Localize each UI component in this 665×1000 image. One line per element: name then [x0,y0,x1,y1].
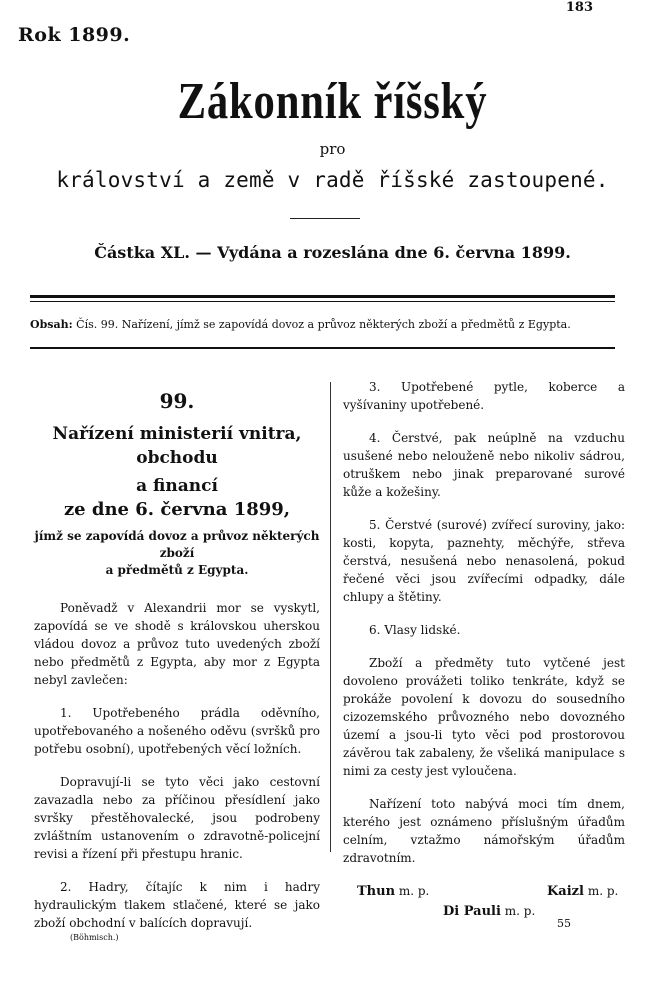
paragraph-intro: Poněvadž v Alexandrii mor se vyskytl, zapovídá se ve shodě s královskou uherskou vládou dovoz a průvoz tuto uvedených zboží nebo předmětů z Egypta, aby mor z Egypta nebyl zavlečen: [34,601,320,687]
ordinance-title-line-1: Nařízení ministerií vnitra, obchodu [52,424,302,468]
gazette-subtitle: království a země v radě říšské zastoupené. [56,168,609,192]
short-divider [290,218,360,219]
gazette-pro: pro [319,140,346,158]
paragraph-item-2: 2. Hadry, čítajíc k nim i hadry hydraulickým tlakem stlačené, které se jako zboží obchodní v balících dopravují. [34,880,320,930]
year-label: Rok 1899. [18,24,131,46]
ordinance-title-line-2: a financí [136,476,218,496]
contents-line [30,318,630,331]
divider-bottom [30,347,615,349]
printer-note: (Böhmisch.) [70,933,119,942]
right-column [343,378,625,932]
ordinance-subtitle-line-1: jímž se zapovídá dovoz a průvoz některých zboží [34,529,320,560]
left-column [34,389,320,947]
paragraph-item-4: 4. Čerstvé, pak neúplně na vzduchu usušené nebo nelouženě nebo nikoliv sádrou, otruškem nebo jinak preparované surové kůže a kožešiny. [343,431,625,499]
page-number: 183 [565,0,593,15]
paragraph-item-1: 1. Upotřebeného prádla oděvního, upotřebovaného a nošeného oděvu (svršků pro potřebu osobní), upotřebených věcí ložních. [34,706,320,756]
paragraph-luggage: Dopravují-li se tyto věci jako cestovní zavazadla nebo za příčinou přesídlení jako svršky přestěhovalecké, jsou podrobeny zvláštním ustanovením o zdravotně-policejní revisi a řízení při přestupu hranic. [34,775,320,861]
signature-thun: Thun m. p. [357,884,430,899]
paragraph-item-5: 5. Čerstvé (surové) zvířecí suroviny, jako: kosti, kopyta, paznehty, měchýře, střeva čerstvá, nesušená nebo nenasolená, pokud řečené věci jsou zvířecími odpadky, dále chlupy a štětiny. [343,518,625,604]
ordinance-subtitle [34,528,320,579]
signature-dipauli: Di Pauli m. p. [443,904,536,919]
paragraph-effect: Nařízení toto nabývá moci tím dnem, kterého jest oznámeno příslušným úřadům celním, vztažmo námořským úřadům zdravotním. [343,797,625,865]
issue-line: Částka XL. — Vydána a rozeslána dne 6. června 1899. [94,243,571,262]
column-divider [330,382,331,852]
ordinance-number: 99. [159,389,195,413]
gazette-title: Zákonník říšský [177,73,488,130]
contents-label: Obsah: [30,318,73,331]
signatures [343,882,625,932]
paragraph-item-6: 6. Vlasy lidské. [369,623,461,637]
ordinance-subtitle-line-2: a předmětů z Egypta. [105,563,249,577]
ordinance-date: ze dne 6. června 1899, [63,499,291,520]
signature-kaizl: Kaizl m. p. [547,884,619,899]
sheet-number: 55 [557,917,571,930]
paragraph-item-3: 3. Upotřebené pytle, koberce a vyšívaniny upotřebené. [343,380,625,412]
divider-thick [30,295,615,298]
contents-text: Čís. 99. Nařízení, jímž se zapovídá dovoz a průvoz některých zboží a předmětů z Egypta. [76,318,571,331]
paragraph-transit: Zboží a předměty tuto vytčené jest dovoleno provážeti toliko tenkráte, když se prokáže povolení k dovozu do sousedního cizozemského průvozného nebo dovozného území a jsou-li tyto věci pod prostorovou závěrou tak zabaleny, že všeliká manipulace s nimi za cesty jest vyloučena. [343,656,625,778]
divider-thin [30,301,615,302]
